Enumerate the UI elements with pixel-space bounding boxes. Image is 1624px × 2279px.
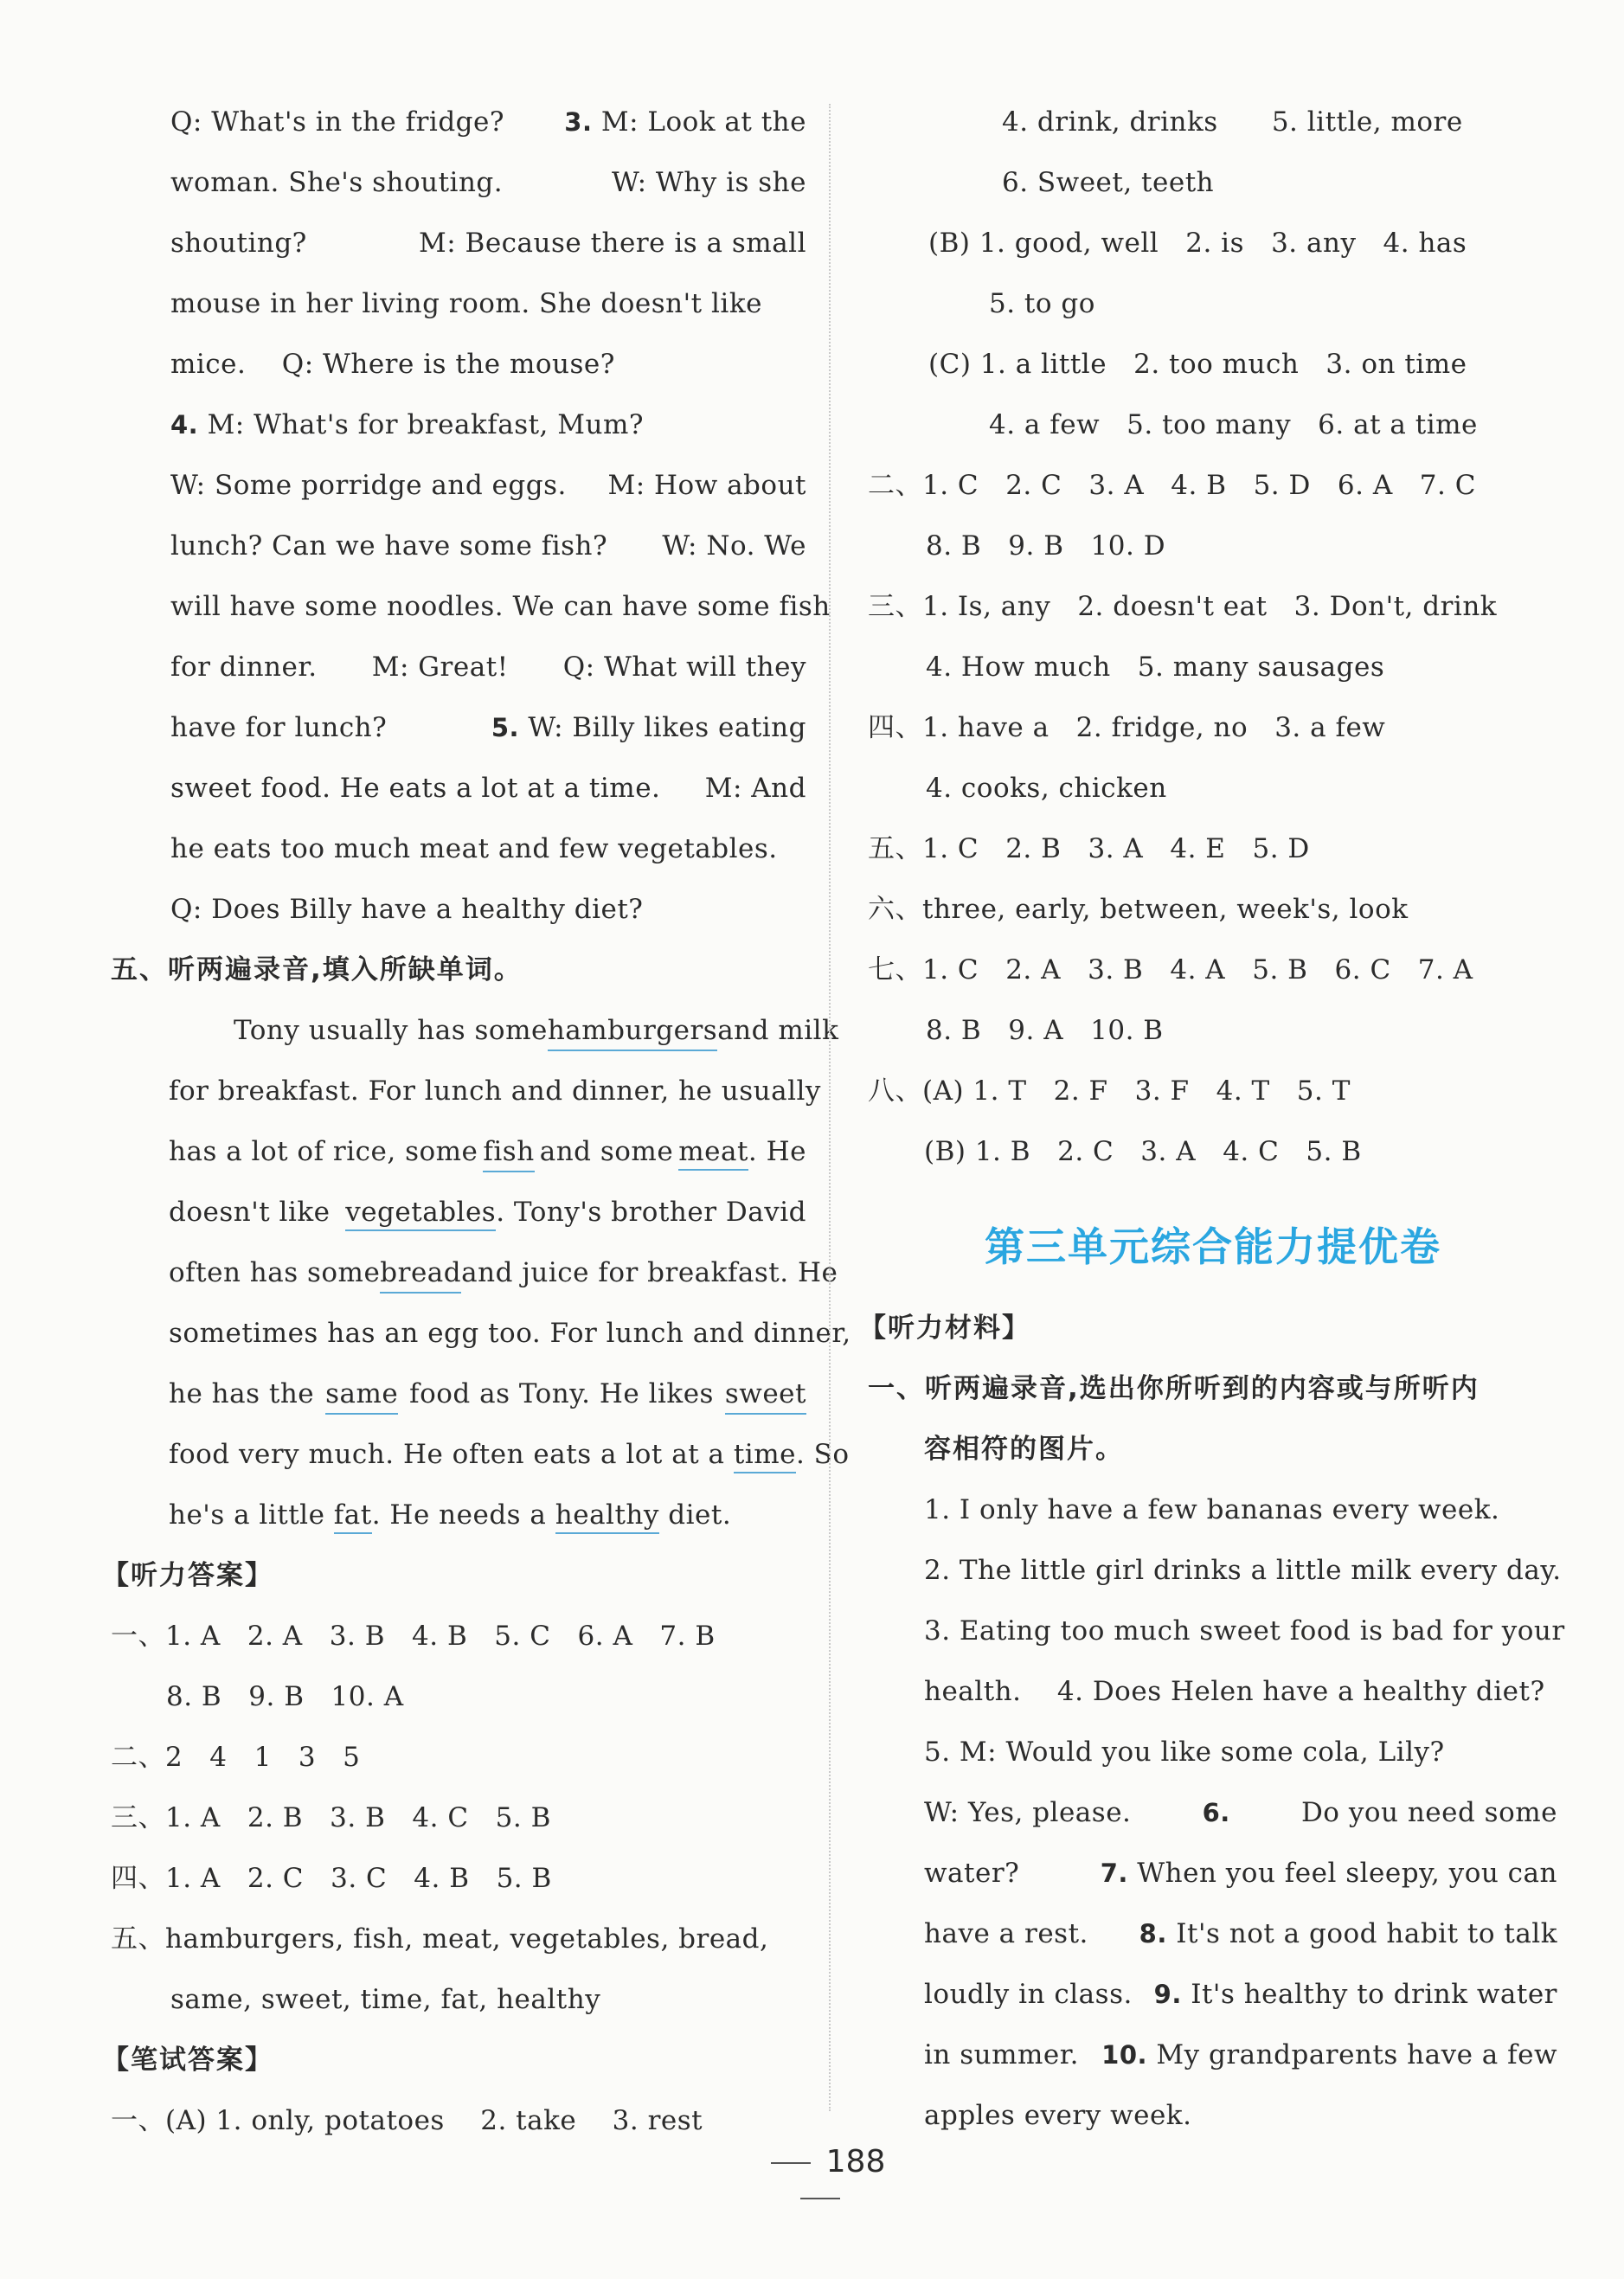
filled-word: bread [380,1255,461,1294]
text-line: health. 4. Does Helen have a healthy diet? [924,1676,1545,1707]
text-line: 4. M: What's for breakfast, Mum? [170,409,644,440]
text-line: 1. I only have a few bananas every week. [924,1494,1500,1525]
text-line: mouse in her living room. She doesn't like [170,288,762,319]
answer-line: 一、1. A 2. A 3. B 4. B 5. C 6. A 7. B [111,1621,716,1652]
answer-line: same, sweet, time, fat, healthy [170,1984,601,2015]
text-line: 3. Eating too much sweet food is bad for your [924,1615,1565,1647]
answer-line: 二、1. C 2. C 3. A 4. B 5. D 6. A 7. C [868,470,1476,501]
page-number: 188 [751,2144,889,2215]
answer-line: 五、hamburgers, fish, meat, vegetables, bread, [111,1923,769,1955]
text-line: he eats too much meat and few vegetables. [170,833,778,864]
answer-line: 8. B 9. B 10. D [926,530,1166,562]
filled-word: same [325,1377,398,1415]
text-line: W: Yes, please. 6. Do you need some [924,1797,1557,1828]
answer-line: 4. drink, drinks 5. little, more [1002,106,1463,138]
text-line: shouting? M: Because there is a small [170,228,806,259]
filled-word: sweet [725,1377,806,1415]
answer-line: 三、1. A 2. B 3. B 4. C 5. B [111,1802,551,1833]
text-line: have for lunch? 5. W: Billy likes eating [170,712,806,743]
text-line: woman. She's shouting. W: Why is she [170,167,806,198]
filled-word: time [734,1439,796,1473]
section-heading: 【笔试答案】 [102,2045,273,2076]
answer-line: 5. to go [989,288,1095,319]
answer-line: 4. a few 5. too many 6. at a time [989,409,1478,440]
filled-word: meat [678,1136,748,1171]
filled-word: fat [334,1499,372,1534]
text-line: 2. The little girl drinks a little milk every day. [924,1555,1562,1586]
section-heading: 一、听两遍录音,选出你所听到的内容或与所听内 [868,1373,1480,1404]
filled-word: hamburgers [548,1013,717,1051]
answer-line: (C) 1. a little 2. too much 3. on time [928,349,1467,380]
answer-line: 4. How much 5. many sausages [926,652,1385,683]
text-line: will have some noodles. We can have some fish [170,591,831,622]
section-heading: 【听力材料】 [859,1313,1030,1344]
filled-word: vegetables [345,1197,496,1231]
answer-line: 七、1. C 2. A 3. B 4. A 5. B 6. C 7. A [868,954,1473,985]
section-heading: 五、听两遍录音,填入所缺单词。 [111,954,523,985]
passage-line: sometimes has an egg too. For lunch and dinner, [169,1318,851,1349]
text-line: lunch? Can we have some fish? W: No. We [170,530,806,562]
answer-line: 八、(A) 1. T 2. F 3. F 4. T 5. T [868,1075,1351,1107]
passage-line: doesn't like vegetables. Tony's brother David [169,1195,806,1229]
passage-line: he's a little fat. He needs a healthy diet. [169,1498,731,1532]
answer-line: 6. Sweet, teeth [1002,167,1215,198]
text-line: water? 7. When you feel sleepy, you can [924,1858,1557,1889]
text-line: Q: Does Billy have a healthy diet? [170,894,644,925]
filled-word: fish [483,1134,534,1172]
answer-line: (B) 1. B 2. C 3. A 4. C 5. B [924,1136,1362,1167]
answer-line: 四、1. have a 2. fridge, no 3. a few [868,712,1386,743]
text-line: apples every week. [924,2100,1192,2131]
text-line: sweet food. He eats a lot at a time. M: And [170,773,806,804]
passage-line: Tony usually has some hamburgers and milk [234,1013,806,1051]
text-line: Q: What's in the fridge? 3. M: Look at the [170,106,806,138]
answer-line: 五、1. C 2. B 3. A 4. E 5. D [868,833,1310,864]
answer-line: 4. cooks, chicken [926,773,1167,804]
answer-line: 一、(A) 1. only, potatoes 2. take 3. rest [111,2105,703,2136]
text-line: in summer. 10. My grandparents have a few [924,2039,1557,2070]
filled-word: healthy [555,1499,659,1534]
unit-title: 第三单元综合能力提优卷 [985,1223,1441,1270]
passage-line: often has some bread and juice for breakfast. He [169,1255,806,1294]
answer-line: 8. B 9. A 10. B [926,1015,1164,1046]
answer-line: 六、three, early, between, week's, look [868,894,1409,925]
text-line: have a rest. 8. It's not a good habit to talk [924,1918,1557,1949]
text-line: loudly in class. 9. It's healthy to drink water [924,1979,1557,2010]
answer-line: 四、1. A 2. C 3. C 4. B 5. B [111,1863,552,1894]
column-divider [829,104,831,2111]
text-line: W: Some porridge and eggs. M: How about [170,470,806,501]
text-line: mice. Q: Where is the mouse? [170,349,615,380]
section-heading: 【听力答案】 [102,1560,273,1591]
passage-line: food very much. He often eats a lot at a time . So [169,1437,806,1472]
passage-line: for breakfast. For lunch and dinner, he usually [169,1075,821,1107]
passage-line: he has the same food as Tony. He likes sweet [169,1377,806,1415]
section-heading: 容相符的图片。 [924,1434,1124,1465]
answer-line: 二、2 4 1 3 5 [111,1742,361,1773]
text-line: for dinner. M: Great! Q: What will they [170,652,806,683]
answer-line: 8. B 9. B 10. A [166,1681,404,1712]
text-line: 5. M: Would you like some cola, Lily? [924,1737,1445,1768]
answer-line: 三、1. Is, any 2. doesn't eat 3. Don't, drink [868,591,1498,622]
answer-line: (B) 1. good, well 2. is 3. any 4. has [928,228,1467,259]
passage-line: has a lot of rice, some fish and some meat. He [169,1134,806,1172]
